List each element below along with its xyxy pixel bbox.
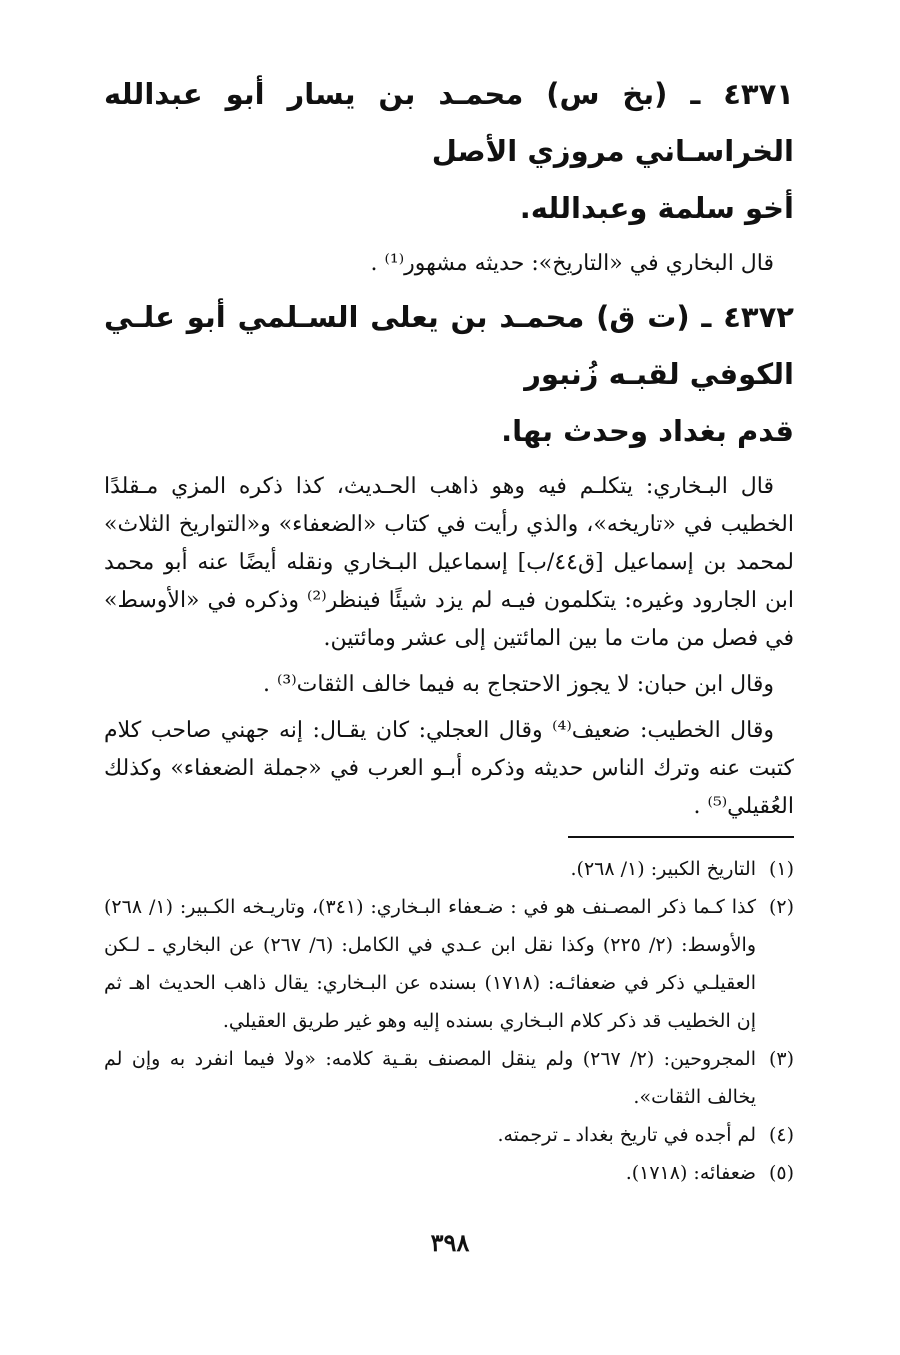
entry-heading-continuation: أخو سلمة وعبدالله. bbox=[519, 191, 794, 225]
footnote bbox=[104, 888, 794, 1040]
footnote-separator bbox=[568, 836, 794, 838]
footnote-number: (٣) bbox=[768, 1048, 794, 1070]
footnote-text: كذا كـما ذكر المصـنف هو في : ضـعفاء البـخاري: (٣٤١)، وتاريـخه الكـبير: (١/ ٢٦٨) والأوسط: (٢/ ٢٢٥) وكذا نقل ابن عـدي في الكامل: (٦/ ٢٦٧) عن البخاري ـ لـكن العقيلـي ذكر في ضعفائـه: (١٧١٨) بسنده عن البـخاري: يقال ذاهب الحديث اهـ ثم إن الخطيب قد ذكر كلام البـخاري بسنده إليه وهو غير طريق العقيلي. bbox=[104, 896, 756, 1032]
footnote-text: المجروحين: (٢/ ٢٦٧) ولم ينقل المصنف بقـية كلامه: «ولا فيما انفرد به وإن لم يخالف الثقات». bbox=[104, 1048, 756, 1108]
footnote bbox=[104, 1116, 794, 1154]
entry-heading: ٤٣٧١ ـ (بخ س) محمـد بن يسار أبو عبدالله الخراسـاني مروزي الأصل bbox=[104, 77, 794, 168]
footnote-number: (٢) bbox=[768, 896, 794, 918]
footnote-number: (٤) bbox=[768, 1124, 794, 1146]
entry-paragraph: قال البـخاري: يتكلـم فيه وهو ذاهب الحـديث، كذا ذكره المزي مـقلدًا الخطيب في «تاريخه»، والذي رأيت في كتاب «الضعفاء» و«التواريخ الثلاث» لمحمد بن إسماعيل [ق٤٤/ب] إسماعيل البـخاري ونقله أيضًا عنه أبو محمد ابن الجارود وغيره: يتكلمون فيـه لم يزد شيئًا فينظر⁽²⁾ وذكره في «الأوسط» في فصل من مات ما بين المائتين إلى عشر ومائتين. bbox=[104, 474, 794, 651]
footnote bbox=[104, 850, 794, 888]
footnote-text: التاريخ الكبير: (١/ ٢٦٨). bbox=[570, 858, 756, 880]
footnote bbox=[104, 1154, 794, 1192]
entry-heading: ٤٣٧٢ ـ (ت ق) محمـد بن يعلى السـلمي أبو علـي الكوفي لقبـه زُنبور bbox=[104, 300, 794, 391]
entry-paragraph: وقال الخطيب: ضعيف⁽⁴⁾ وقال العجلي: كان يقـال: إنه جهني صاحب كلام كتبت عنه وترك الناس حديثه وذكره أبـو العرب في «جملة الضعفاء» وكذلك العُقيلي⁽⁵⁾ . bbox=[104, 718, 794, 819]
footnote-number: (١) bbox=[768, 858, 794, 880]
page-content bbox=[104, 66, 794, 1192]
entry-heading-continuation: قدم بغداد وحدث بها. bbox=[501, 414, 794, 448]
entry-paragraph: قال البخاري في «التاريخ»: حديثه مشهور⁽¹⁾ . bbox=[370, 251, 774, 276]
footnote-number: (٥) bbox=[768, 1162, 794, 1184]
page-number: ٣٩٨ bbox=[430, 1228, 470, 1257]
footnote-text: ضعفائه: (١٧١٨). bbox=[625, 1162, 756, 1184]
entry-paragraph: وقال ابن حبان: لا يجوز الاحتجاج به فيما خالف الثقات⁽³⁾ . bbox=[262, 672, 774, 697]
footnote-separator-wrap bbox=[104, 826, 794, 850]
footnotes bbox=[104, 850, 794, 1192]
footnote-text: لم أجده في تاريخ بغداد ـ ترجمته. bbox=[497, 1124, 756, 1146]
footnote bbox=[104, 1040, 794, 1116]
